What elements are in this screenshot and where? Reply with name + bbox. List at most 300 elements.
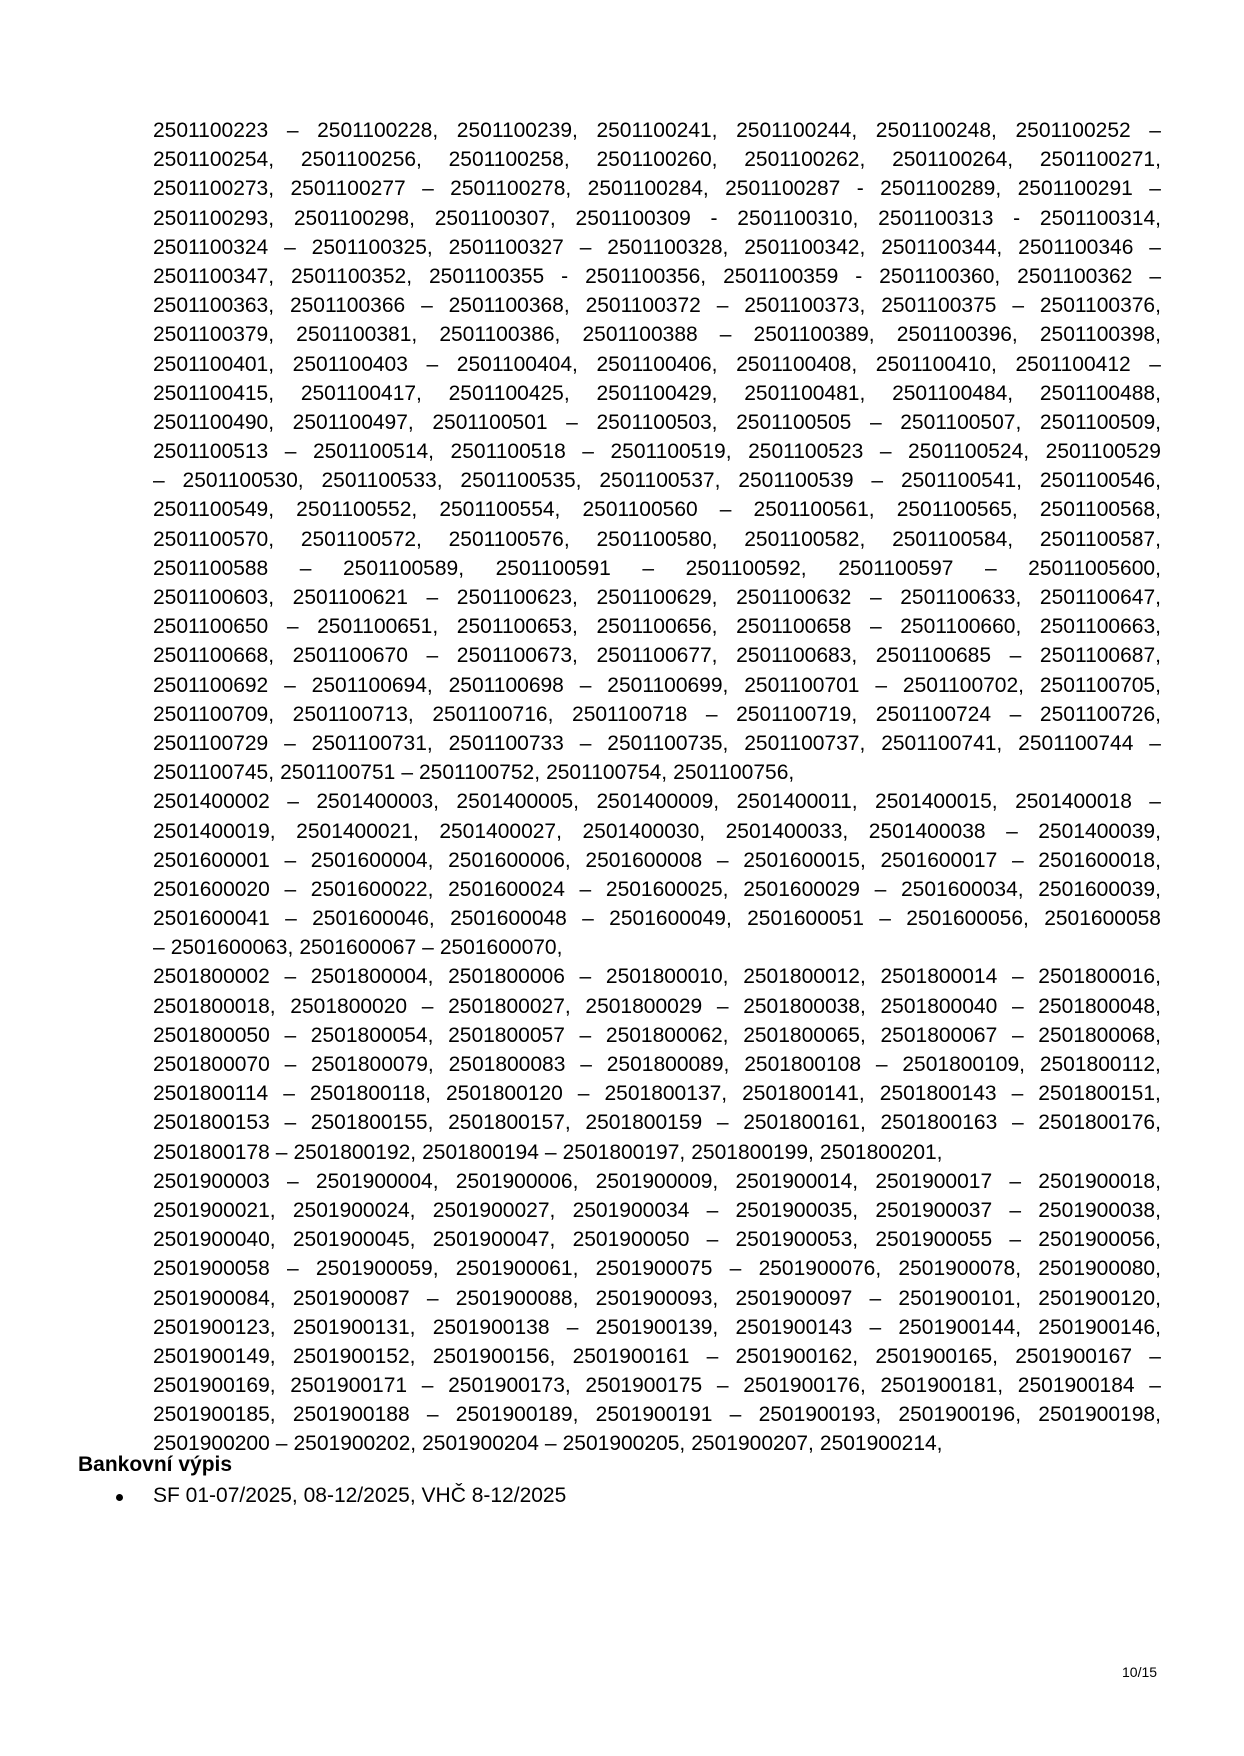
list-token: 2501100278, <box>450 177 572 201</box>
list-token: 2501100744 <box>1018 731 1134 755</box>
list-token: 2501100324 <box>153 235 269 259</box>
list-token: 2501100597 <box>838 556 954 580</box>
list-token: – <box>1006 819 1018 843</box>
list-token: – <box>284 731 296 755</box>
list-line <box>153 1313 1161 1342</box>
list-token: 2501100404, <box>456 352 578 376</box>
list-token: – <box>284 1053 297 1076</box>
list-token: 2501600058 <box>1044 907 1161 931</box>
list-token: 2501900152, <box>292 1344 416 1368</box>
list-token: 2501900193, <box>758 1403 882 1427</box>
list-token: 2501400009, <box>596 790 720 814</box>
list-token: 2501800016, <box>1038 965 1161 989</box>
list-token: – <box>1011 1023 1024 1047</box>
list-token: 2501900123, <box>153 1315 276 1339</box>
list-token: 2501800054, <box>310 1023 434 1047</box>
list-token: – <box>1149 352 1161 376</box>
list-token: – <box>1149 235 1161 259</box>
list-token: – <box>869 615 882 639</box>
list-token: 2501600024 <box>448 877 565 901</box>
list-token: – <box>706 1198 719 1222</box>
list-token: 2501100252 <box>1015 119 1131 142</box>
list-token: – <box>1009 1169 1022 1193</box>
list-line <box>153 379 1161 408</box>
list-token: 2501100570, <box>153 527 275 551</box>
list-token: 2501800157, <box>448 1111 571 1135</box>
list-token: 2501900149, <box>153 1344 276 1368</box>
list-token: 2501900078, <box>898 1257 1022 1281</box>
list-token: – <box>421 1374 434 1398</box>
list-token: 2501900185, <box>153 1403 276 1427</box>
list-token: 2501100592, <box>685 556 807 580</box>
list-token: – <box>1149 1344 1161 1368</box>
list-line <box>153 933 1161 962</box>
list-token: 2501900188 <box>292 1403 410 1427</box>
list-token: – <box>284 1111 297 1135</box>
list-token: 2501100658 <box>736 615 852 639</box>
list-token: – <box>1012 294 1024 318</box>
list-token: 2501600049, <box>609 907 732 931</box>
list-token: 2501800057 <box>448 1023 565 1047</box>
list-token: – <box>285 907 297 931</box>
list-token: 2501100663, <box>1039 615 1161 639</box>
list-token: 2501100709, <box>153 702 275 726</box>
list-token: – <box>716 994 729 1018</box>
list-token: 2501800014 <box>880 965 998 989</box>
list-token: 2501800155, <box>310 1111 434 1135</box>
list-line <box>153 700 1161 729</box>
list-token: – <box>1149 177 1161 201</box>
list-token: 2501800002 <box>153 965 270 989</box>
list-token: 2501800083 <box>448 1053 566 1076</box>
list-token: 2501800027, <box>448 994 571 1018</box>
list-token: – <box>1149 264 1161 288</box>
list-token: 2501900131, <box>292 1315 416 1339</box>
list-token: 2501100490, <box>153 410 275 434</box>
list-token: 2501900076, <box>758 1257 882 1281</box>
list-line <box>153 145 1161 174</box>
list-token: – <box>153 469 165 493</box>
list-token: 2501900024, <box>292 1198 416 1222</box>
list-token: – <box>579 235 592 259</box>
list-line <box>153 846 1161 875</box>
list-token: – <box>284 965 297 989</box>
list-token: 2501100360, <box>879 264 1001 288</box>
list-token: 2501100507, <box>900 410 1022 434</box>
list-line <box>153 525 1161 554</box>
list-token: 2501100505 <box>736 410 852 434</box>
list-token: 2501100389, <box>753 323 875 347</box>
list-token: - <box>1013 206 1021 230</box>
list-token: 2501100523 <box>748 440 864 464</box>
list-token: 2501800006 <box>448 965 565 989</box>
list-token: 2501100752, <box>419 761 541 785</box>
list-token: 2501100539 <box>738 469 854 493</box>
list-token: – <box>422 936 434 960</box>
list-token: - <box>856 177 864 201</box>
list-token: – <box>1149 1374 1161 1398</box>
list-token: 2501100403 <box>292 352 408 376</box>
list-line <box>153 1167 1161 1196</box>
list-token: – <box>1009 644 1022 668</box>
list-token: 2501100289, <box>880 177 1002 201</box>
list-token: 2501100737, <box>744 731 866 755</box>
list-line <box>153 1050 1161 1079</box>
list-token: 2501900058 <box>153 1257 270 1281</box>
list-token: 2501100719, <box>736 702 858 726</box>
list-token: – <box>422 177 434 201</box>
list-token: 2501100239, <box>456 119 578 142</box>
list-token: 2501800079, <box>311 1053 434 1076</box>
list-token: 2501100524, <box>908 440 1030 464</box>
list-token: 2501100702, <box>902 673 1024 697</box>
list-line <box>153 641 1161 670</box>
list-token: – <box>1149 790 1161 814</box>
list-token: 2501100429, <box>596 381 718 405</box>
list-token: 2501900184 <box>1017 1374 1135 1398</box>
list-token: – <box>879 440 892 464</box>
list-token: 2501100533, <box>321 469 443 493</box>
list-token: 2501100254, <box>153 148 275 172</box>
list-token: – <box>875 673 888 697</box>
list-token: 2501100372 <box>585 294 701 318</box>
list-token: 2501100726, <box>1039 702 1161 726</box>
list-line <box>153 174 1161 203</box>
list-line <box>153 612 1161 641</box>
list-token: – <box>874 877 887 901</box>
list-token: 2501900120, <box>1038 1286 1161 1310</box>
list-token: 2501100396, <box>896 323 1018 347</box>
list-token: – <box>984 556 997 580</box>
list-token: 2501800070 <box>153 1053 270 1076</box>
list-token: 2501100572, <box>300 527 422 551</box>
list-token: – <box>716 848 729 872</box>
list-token: 2501100425, <box>448 381 570 405</box>
list-token: 2501900040, <box>153 1228 276 1252</box>
list-token: 2501100328, <box>607 235 729 259</box>
list-token: 2501400005, <box>456 790 580 814</box>
list-token: 2501900101, <box>898 1286 1022 1310</box>
list-token: 2501100561, <box>753 498 875 522</box>
list-token: – <box>729 1257 742 1281</box>
list-token: 2501100745, <box>153 761 275 785</box>
list-token: 2501800020 <box>290 994 408 1018</box>
list-line <box>153 291 1161 320</box>
list-token: 2501100633, <box>900 586 1022 609</box>
list-token: 2501900053, <box>735 1228 859 1252</box>
list-token: 2501400019, <box>153 819 276 843</box>
list-token: 2501100647, <box>1039 586 1161 609</box>
list-line <box>153 554 1161 583</box>
list-token: – <box>1011 1111 1024 1135</box>
list-token: 2501100291 <box>1017 177 1133 201</box>
list-token: 2501400033, <box>725 819 849 843</box>
number-list <box>153 116 1161 1459</box>
list-token: 2501600067 <box>299 936 417 960</box>
list-token: 2501100694, <box>311 673 433 697</box>
list-token: 2501900139, <box>595 1315 719 1339</box>
list-token: – <box>284 1023 297 1047</box>
list-token: 2501100621 <box>292 586 408 609</box>
list-token: 2501100582, <box>744 527 866 551</box>
list-token: 2501400027, <box>439 819 562 843</box>
list-token: 2501100241, <box>596 119 718 142</box>
list-line <box>153 1079 1161 1108</box>
list-token: 2501100359 <box>723 264 839 288</box>
list-token: 2501100376, <box>1039 294 1161 318</box>
list-token: 2501100668, <box>153 644 275 668</box>
list-token: 2501100248, <box>875 119 997 142</box>
list-token: 2501600025, <box>605 877 729 901</box>
list-token: 2501800199, <box>691 1140 814 1164</box>
list-token: 2501100653, <box>456 615 578 639</box>
list-token: 2501100363, <box>153 294 275 318</box>
list-token: 2501800178 <box>153 1140 270 1164</box>
list-token: 2501100591 <box>495 556 611 580</box>
list-line <box>153 962 1161 991</box>
list-token: 2501100603, <box>153 586 275 609</box>
list-token: 2501900167 <box>1015 1344 1133 1368</box>
list-token: 2501100256, <box>300 148 422 172</box>
list-token: 2501900200 <box>153 1432 270 1456</box>
bullet-dot-icon <box>116 1494 123 1501</box>
list-token: 2501600051 <box>747 907 864 931</box>
list-line <box>153 437 1161 466</box>
list-token: – <box>421 994 434 1018</box>
list-line <box>153 1400 1161 1429</box>
list-token: 2501900196, <box>898 1403 1022 1427</box>
list-token: – <box>275 1432 288 1456</box>
list-token: 2501100729 <box>153 731 269 755</box>
list-token: – <box>426 352 439 376</box>
list-token: 2501900198, <box>1038 1403 1161 1427</box>
list-token: 2501600029 <box>743 877 860 901</box>
list-token: – <box>706 1344 719 1368</box>
list-token: 2501600015, <box>743 848 866 872</box>
list-line <box>153 1225 1161 1254</box>
list-token: – <box>716 1111 729 1135</box>
list-token: 2501900037 <box>875 1198 993 1222</box>
list-token: 2501800176, <box>1038 1111 1161 1135</box>
list-token: 2501800048, <box>1038 994 1161 1018</box>
list-token: 2501900169, <box>153 1374 276 1398</box>
page-number: 10/15 <box>1122 1664 1158 1680</box>
list-line <box>153 758 1161 787</box>
list-token: 2501900189, <box>455 1403 579 1427</box>
list-token: 2501800038, <box>743 994 866 1018</box>
list-token: 2501900207, <box>691 1432 814 1456</box>
list-line <box>153 233 1161 262</box>
list-token: 2501100576, <box>448 527 570 551</box>
list-token: 2501400030, <box>582 819 706 843</box>
list-token: 2501600070, <box>439 936 563 960</box>
list-token: 2501100587, <box>1039 527 1161 551</box>
list-line <box>153 1371 1161 1400</box>
list-token: – <box>869 1286 882 1310</box>
list-token: 2501900097 <box>735 1286 853 1310</box>
list-line <box>153 116 1161 145</box>
list-token: 2501100537, <box>599 469 721 493</box>
list-token: 2501100417, <box>300 381 422 405</box>
list-token: 2501100347, <box>153 264 275 288</box>
list-token: 2501100685 <box>875 644 992 668</box>
list-token: 2501100277 <box>290 177 406 201</box>
list-line <box>153 992 1161 1021</box>
list-token: 2501900027, <box>432 1198 556 1222</box>
list-token: – <box>299 556 312 580</box>
list-token: 2501100529 <box>1045 440 1161 464</box>
list-token: 2501900021, <box>153 1198 276 1222</box>
list-token: 2501100264, <box>892 148 1014 172</box>
list-token: 2501100519, <box>610 440 732 464</box>
list-token: 2501100735, <box>607 731 729 755</box>
list-token: – <box>1011 848 1024 872</box>
list-token: 2501600039, <box>1038 877 1161 901</box>
list-token: – <box>582 440 594 464</box>
list-token: 2501600041 <box>153 907 270 931</box>
list-token: 2501100560 <box>582 498 698 522</box>
list-line <box>153 262 1161 291</box>
list-token: 2501800018, <box>153 994 276 1018</box>
list-token: – <box>426 1403 439 1427</box>
list-token: – <box>426 644 439 668</box>
list-token: 2501900161 <box>572 1344 690 1368</box>
list-token: 2501800153 <box>153 1111 270 1135</box>
list-token: – <box>706 1228 719 1252</box>
list-token: - <box>561 264 569 288</box>
list-token: 2501100549, <box>153 498 275 522</box>
list-token: 2501900181, <box>880 1374 1004 1398</box>
list-token: 2501100673, <box>456 644 578 668</box>
list-token: – <box>566 1315 579 1339</box>
list-token: 2501900088, <box>455 1286 579 1310</box>
list-token: – <box>869 1315 882 1339</box>
list-token: 2501900143 <box>735 1315 853 1339</box>
list-token: – <box>284 848 297 872</box>
list-token: – <box>582 907 594 931</box>
list-token: 2501100373, <box>744 294 866 318</box>
list-token: – <box>580 1053 592 1076</box>
list-line <box>153 1196 1161 1225</box>
list-token: – <box>1009 1228 1022 1252</box>
list-token: 2501100355 <box>429 264 545 288</box>
list-token: 2501800065, <box>743 1023 866 1047</box>
list-token: 2501100375 <box>881 294 997 318</box>
list-token: 2501100273, <box>153 177 275 201</box>
list-line <box>153 583 1161 612</box>
list-token: 2501600056, <box>906 907 1029 931</box>
list-token: 2501900047, <box>432 1228 556 1252</box>
list-token: – <box>577 1082 590 1106</box>
list-line <box>153 875 1161 904</box>
list-token: 2501100223 <box>153 119 269 142</box>
list-token: 2501100751 <box>280 761 396 785</box>
list-token: 2501900004, <box>315 1169 439 1193</box>
list-token: 2501100535, <box>460 469 582 493</box>
list-token: 2501900075 <box>595 1257 713 1281</box>
list-token: 2501100244, <box>736 119 858 142</box>
list-token: 2501900175 <box>585 1374 703 1398</box>
list-token: – <box>544 1140 557 1164</box>
list-token: 2501100314, <box>1039 206 1161 230</box>
list-token: 2501100366 <box>289 294 406 318</box>
list-token: 2501100629, <box>596 586 718 609</box>
list-token: 2501900034 <box>572 1198 690 1222</box>
list-line <box>153 1284 1161 1313</box>
list-token: 2501100632 <box>736 586 852 609</box>
list-token: 2501100589, <box>342 556 465 580</box>
list-token: 2501800029 <box>585 994 703 1018</box>
list-token: 2501800114 <box>153 1082 269 1106</box>
list-token: 2501800141, <box>742 1082 865 1106</box>
list-token: 2501800137, <box>604 1082 728 1106</box>
list-token: – <box>719 323 732 347</box>
list-token: 2501900214, <box>819 1432 943 1456</box>
list-token: 2501600034, <box>900 877 1024 901</box>
list-token: 2501800010, <box>605 965 729 989</box>
list-token: 2501900156, <box>432 1344 556 1368</box>
list-token: – <box>284 440 297 464</box>
list-token: 2501900202, <box>293 1432 417 1456</box>
list-token: 2501100554, <box>439 498 561 522</box>
list-token: 2501100284, <box>587 177 709 201</box>
list-token: – <box>153 936 165 960</box>
list-token: 2501100260, <box>596 148 718 172</box>
list-token: 2501400038 <box>868 819 986 843</box>
list-token: 2501900017 <box>875 1169 993 1193</box>
list-line <box>153 1254 1161 1283</box>
list-token: 2501900003 <box>153 1169 270 1193</box>
list-token: 2501800197, <box>562 1140 686 1164</box>
list-token: 2501800120 <box>446 1082 563 1106</box>
list-token: 2501100346 <box>1018 235 1134 259</box>
list-token: – <box>729 1403 742 1427</box>
list-token: 2501100588 <box>153 556 269 580</box>
list-token: 2501100497, <box>292 410 414 434</box>
list-token: 2501900080, <box>1038 1257 1161 1281</box>
list-token: 2501800143 <box>879 1082 997 1106</box>
list-token: 2501100398, <box>1039 323 1161 347</box>
list-token: 2501100687, <box>1039 644 1161 668</box>
list-token: – <box>1149 119 1161 142</box>
list-token: 2501800089, <box>606 1053 730 1076</box>
list-token: 2501100410, <box>875 352 997 376</box>
list-line <box>153 1138 1161 1167</box>
bullet-text: SF 01-07/2025, 08-12/2025, VHČ 8-12/2025 <box>153 1484 567 1507</box>
list-token: 2501100650 <box>153 615 269 639</box>
list-token: 2501900204 <box>422 1432 539 1456</box>
list-token: 2501100513 <box>153 440 269 464</box>
list-token: 2501100718 <box>572 702 688 726</box>
list-token: – <box>286 119 299 142</box>
list-token: 2501100293, <box>153 206 275 230</box>
list-token: 2501900009, <box>595 1169 719 1193</box>
list-token: 2501100342, <box>744 235 866 259</box>
list-token: 2501600063, <box>170 936 294 960</box>
list-token: 2501600006, <box>448 848 571 872</box>
list-token: 2501100287 <box>725 177 841 201</box>
list-token: 25011005600, <box>1028 556 1161 580</box>
list-token: 2501100406, <box>596 352 718 376</box>
list-token: 2501400002 <box>153 790 270 814</box>
list-token: 2501600018, <box>1038 848 1161 872</box>
list-token: – <box>286 615 299 639</box>
list-line <box>153 320 1161 349</box>
list-token: 2501100754, <box>546 761 668 785</box>
list-token: 2501100731, <box>311 731 433 755</box>
list-token: 2501100271, <box>1039 148 1161 172</box>
list-token: – <box>879 907 891 931</box>
